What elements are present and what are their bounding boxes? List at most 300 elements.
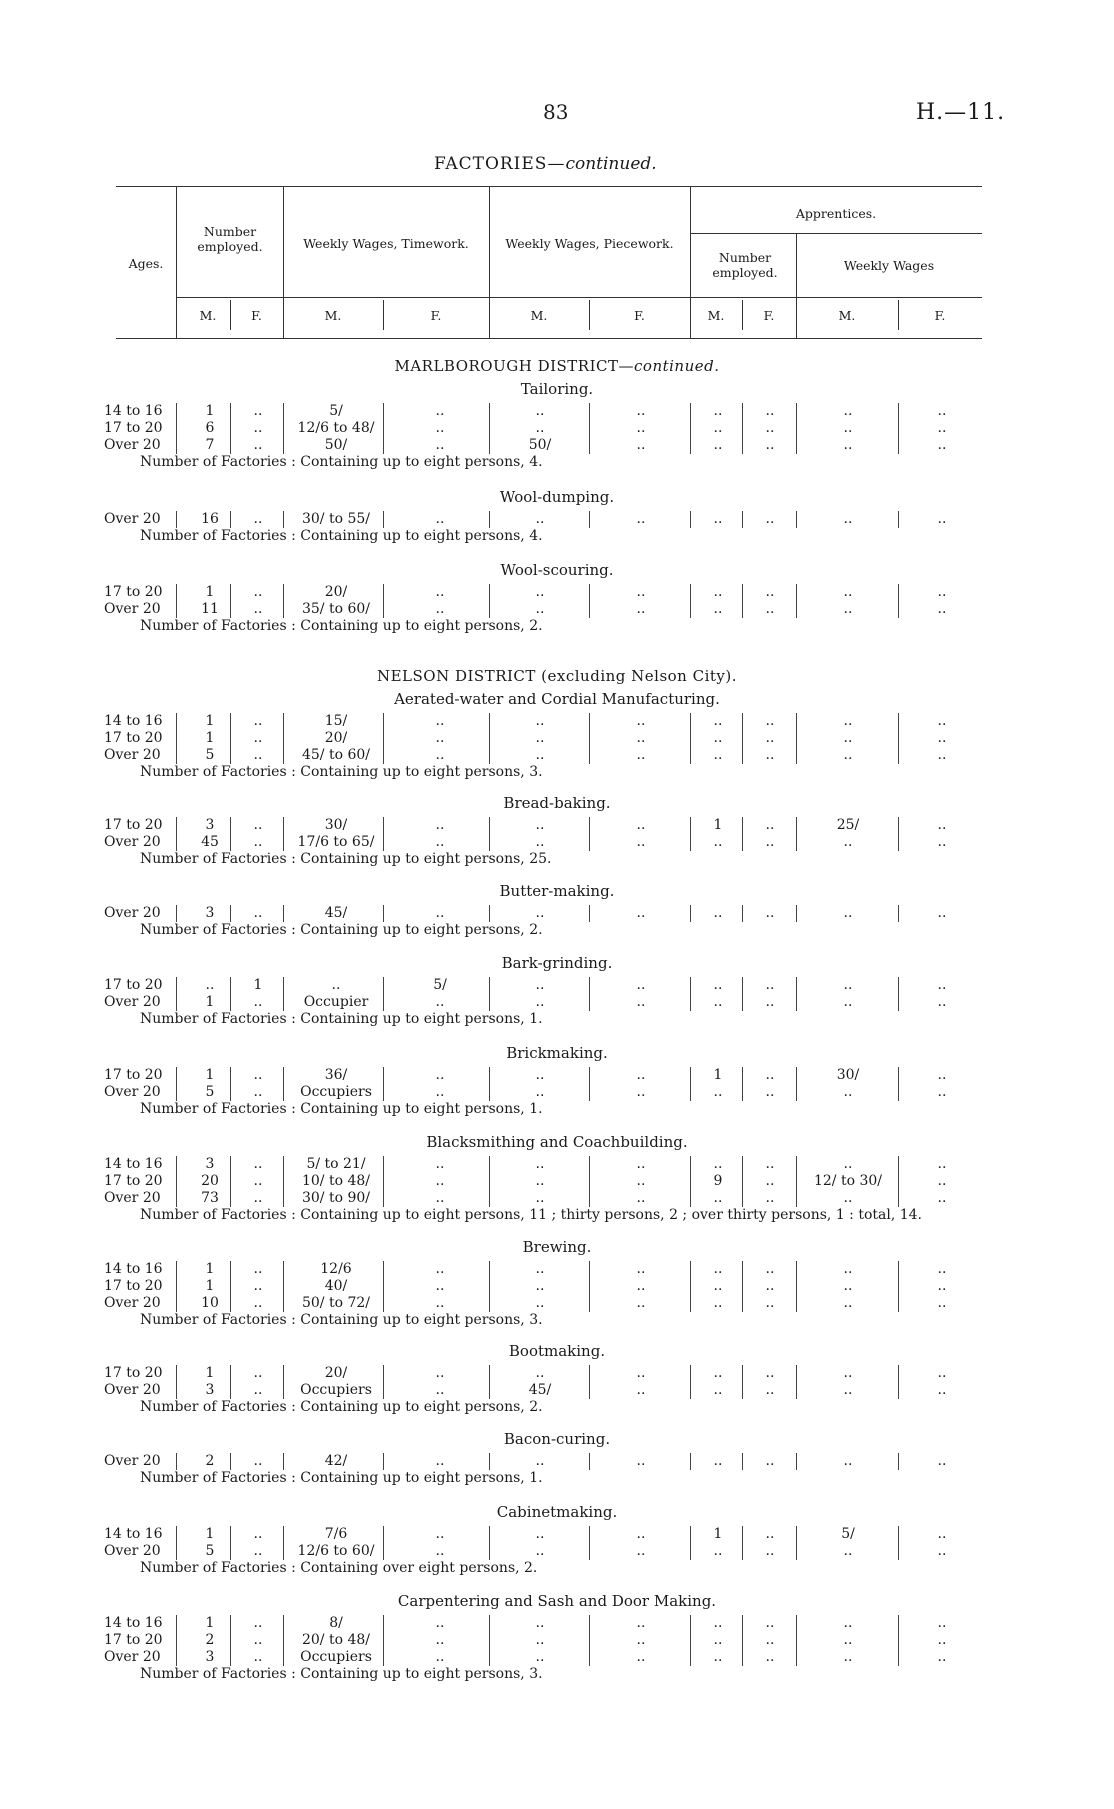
appr-employed-f-cell: ..	[765, 713, 775, 729]
column-divider	[742, 511, 743, 528]
column-divider	[796, 511, 797, 528]
table-row	[0, 1649, 1114, 1666]
employed-m-cell: 10	[201, 1295, 219, 1311]
table-row	[0, 403, 1114, 420]
column-divider	[898, 1632, 899, 1649]
column-divider	[898, 730, 899, 747]
table-row	[0, 1190, 1114, 1207]
column-divider	[898, 1173, 899, 1190]
factory-count-note: Number of Factories : Containing up to eight persons, 4.	[140, 454, 543, 470]
column-divider	[898, 747, 899, 764]
column-divider	[230, 747, 231, 764]
timework-f-cell: ..	[435, 601, 445, 617]
column-divider	[589, 747, 590, 764]
column-divider	[489, 1295, 490, 1312]
appr-wages-f-cell: ..	[937, 1543, 947, 1559]
industry-title: Bread-baking.	[503, 794, 611, 812]
column-divider	[589, 905, 590, 922]
column-divider	[283, 1453, 284, 1470]
age-cell: Over 20	[104, 437, 161, 453]
column-divider	[898, 1365, 899, 1382]
column-divider	[796, 834, 797, 851]
employed-f-cell: ..	[253, 1156, 263, 1172]
column-divider	[589, 511, 590, 528]
header-f: F.	[934, 308, 946, 323]
column-divider	[383, 905, 384, 922]
column-divider	[589, 1190, 590, 1207]
age-cell: 17 to 20	[104, 1365, 163, 1381]
column-divider	[283, 1156, 284, 1173]
appr-employed-f-cell: ..	[765, 977, 775, 993]
appr-wages-m-cell: ..	[843, 1382, 853, 1398]
industry-title: Brewing.	[522, 1238, 592, 1256]
appr-employed-f-cell: ..	[765, 1615, 775, 1631]
industry-title: Blacksmithing and Coachbuilding.	[426, 1133, 688, 1151]
column-divider	[383, 1453, 384, 1470]
column-divider	[283, 1615, 284, 1632]
column-divider	[230, 1382, 231, 1399]
appr-wages-m-cell: ..	[843, 420, 853, 436]
column-divider	[230, 1261, 231, 1278]
piecework-f-cell: ..	[636, 584, 646, 600]
employed-f-cell: ..	[253, 1615, 263, 1631]
appr-employed-m-cell: ..	[713, 994, 723, 1010]
age-cell: Over 20	[104, 601, 161, 617]
appr-employed-f-cell: ..	[765, 1543, 775, 1559]
column-divider	[742, 905, 743, 922]
appr-employed-f-cell: ..	[765, 817, 775, 833]
table-row	[0, 834, 1114, 851]
age-cell: Over 20	[104, 1084, 161, 1100]
column-divider	[796, 437, 797, 454]
employed-f-cell: ..	[253, 1382, 263, 1398]
appr-employed-f-cell: ..	[765, 403, 775, 419]
table-row	[0, 437, 1114, 454]
timework-m-cell: 30/ to 90/	[301, 1190, 371, 1206]
column-divider	[742, 1649, 743, 1666]
column-divider	[690, 1278, 691, 1295]
timework-m-cell: 17/6 to 65/	[297, 834, 375, 850]
appr-employed-f-cell: ..	[765, 1084, 775, 1100]
column-divider	[383, 601, 384, 618]
factory-count-note: Number of Factories : Containing over eight persons, 2.	[140, 1560, 538, 1576]
column-divider	[383, 437, 384, 454]
employed-f-cell: ..	[253, 1278, 263, 1294]
age-cell: Over 20	[104, 905, 161, 921]
column-divider	[283, 713, 284, 730]
age-cell: Over 20	[104, 994, 161, 1010]
piecework-f-cell: ..	[636, 905, 646, 921]
appr-wages-m-cell: ..	[843, 977, 853, 993]
timework-f-cell: 5/	[433, 977, 447, 993]
piecework-f-cell: ..	[636, 1649, 646, 1665]
employed-f-cell: ..	[253, 713, 263, 729]
appr-wages-m-cell: 12/ to 30/	[813, 1173, 883, 1189]
column-divider	[796, 1615, 797, 1632]
column-divider	[589, 1173, 590, 1190]
appr-wages-m-cell: ..	[843, 1190, 853, 1206]
timework-f-cell: ..	[435, 817, 445, 833]
column-divider	[230, 437, 231, 454]
age-cell: 14 to 16	[104, 1526, 163, 1542]
column-divider	[898, 977, 899, 994]
factory-count-note: Number of Factories : Containing up to eight persons, 1.	[140, 1470, 543, 1486]
age-cell: Over 20	[104, 511, 161, 527]
appr-employed-f-cell: ..	[765, 1526, 775, 1542]
column-divider	[690, 1295, 691, 1312]
running-title-main: FACTORIES—	[434, 154, 566, 174]
column-divider	[489, 1278, 490, 1295]
appr-employed-f-cell: ..	[765, 1278, 775, 1294]
timework-m-cell: 10/ to 48/	[301, 1173, 371, 1189]
timework-m-cell: Occupiers	[300, 1382, 372, 1398]
header-bottom-rule	[116, 338, 982, 339]
column-divider	[589, 994, 590, 1011]
appr-employed-m-cell: ..	[713, 584, 723, 600]
column-divider	[796, 1067, 797, 1084]
piecework-f-cell: ..	[636, 1067, 646, 1083]
piecework-f-cell: ..	[636, 1156, 646, 1172]
column-divider	[690, 1382, 691, 1399]
timework-f-cell: ..	[435, 1278, 445, 1294]
column-divider	[383, 1084, 384, 1101]
employed-f-cell: ..	[253, 1543, 263, 1559]
column-divider	[383, 1526, 384, 1543]
column-divider	[796, 601, 797, 618]
employed-m-cell: 1	[205, 1365, 215, 1381]
employed-f-cell: ..	[253, 584, 263, 600]
appr-employed-f-cell: ..	[765, 511, 775, 527]
employed-m-cell: 11	[201, 601, 219, 617]
column-divider	[690, 1190, 691, 1207]
appr-employed-f-cell: ..	[765, 1156, 775, 1172]
column-divider	[690, 747, 691, 764]
district-heading	[0, 357, 1114, 375]
appr-wages-f-cell: ..	[937, 1190, 947, 1206]
employed-f-cell: ..	[253, 601, 263, 617]
timework-f-cell: ..	[435, 1649, 445, 1665]
timework-m-cell: 36/	[324, 1067, 348, 1083]
factory-count-note: Number of Factories : Containing up to eight persons, 3.	[140, 1312, 543, 1328]
column-divider	[589, 1382, 590, 1399]
appr-wages-f-cell: ..	[937, 713, 947, 729]
piecework-f-cell: ..	[636, 994, 646, 1010]
appr-employed-f-cell: ..	[765, 584, 775, 600]
column-divider	[589, 1365, 590, 1382]
column-divider	[383, 1278, 384, 1295]
employed-m-cell: 73	[201, 1190, 219, 1206]
column-divider	[690, 1453, 691, 1470]
column-divider	[283, 1632, 284, 1649]
appr-employed-m-cell: 1	[713, 817, 723, 833]
appr-employed-f-cell: ..	[765, 1067, 775, 1083]
timework-m-cell: 7/6	[324, 1526, 348, 1542]
appr-employed-m-cell: ..	[713, 1382, 723, 1398]
column-divider	[690, 1632, 691, 1649]
timework-f-cell: ..	[435, 994, 445, 1010]
table-row	[0, 511, 1114, 528]
piecework-f-cell: ..	[636, 747, 646, 763]
column-divider	[489, 834, 490, 851]
appr-wages-f-cell: ..	[937, 1173, 947, 1189]
column-divider	[589, 1067, 590, 1084]
employed-f-cell: ..	[253, 1453, 263, 1469]
running-title-continued: continued.	[565, 154, 657, 174]
timework-m-cell: 50/ to 72/	[301, 1295, 371, 1311]
column-divider	[283, 1365, 284, 1382]
piecework-f-cell: ..	[636, 1173, 646, 1189]
column-divider	[283, 834, 284, 851]
appr-employed-m-cell: ..	[713, 730, 723, 746]
column-divider	[898, 1278, 899, 1295]
appr-employed-f-cell: ..	[765, 437, 775, 453]
column-divider	[383, 1156, 384, 1173]
table-row	[0, 1615, 1114, 1632]
column-divider	[283, 1526, 284, 1543]
employed-f-cell: ..	[253, 1365, 263, 1381]
industry-title: Bark-grinding.	[501, 954, 613, 972]
table-row	[0, 994, 1114, 1011]
column-divider	[796, 1543, 797, 1560]
piecework-m-cell: ..	[535, 1632, 545, 1648]
column-divider	[898, 1084, 899, 1101]
timework-f-cell: ..	[435, 747, 445, 763]
column-divider	[230, 1190, 231, 1207]
piecework-f-cell: ..	[636, 1190, 646, 1206]
industry-title: Bootmaking.	[508, 1342, 606, 1360]
appr-wages-m-cell: 5/	[841, 1526, 855, 1542]
employed-m-cell: 1	[205, 1526, 215, 1542]
appr-wages-m-cell: ..	[843, 747, 853, 763]
column-divider	[283, 994, 284, 1011]
appr-employed-f-cell: ..	[765, 1173, 775, 1189]
header-ages: Ages.	[128, 256, 164, 271]
column-divider	[489, 1261, 490, 1278]
column-divider	[589, 713, 590, 730]
industry-title: Aerated-water and Cordial Manufacturing.	[394, 690, 720, 708]
column-divider	[489, 994, 490, 1011]
appr-employed-f-cell: ..	[765, 747, 775, 763]
column-divider	[230, 730, 231, 747]
column-divider	[283, 1382, 284, 1399]
column-divider	[489, 420, 490, 437]
column-divider	[489, 1156, 490, 1173]
appr-wages-f-cell: ..	[937, 1382, 947, 1398]
column-divider	[383, 1261, 384, 1278]
age-cell: 17 to 20	[104, 977, 163, 993]
column-divider	[589, 1295, 590, 1312]
piecework-f-cell: ..	[636, 1453, 646, 1469]
table-row	[0, 1278, 1114, 1295]
column-divider	[489, 437, 490, 454]
column-divider	[690, 1084, 691, 1101]
column-divider	[230, 1173, 231, 1190]
column-divider	[742, 1261, 743, 1278]
appr-employed-m-cell: ..	[713, 1295, 723, 1311]
header-apprentices: Apprentices.	[795, 206, 877, 221]
column-divider	[283, 1084, 284, 1101]
age-cell: 14 to 16	[104, 1615, 163, 1631]
running-title	[434, 154, 657, 174]
employed-f-cell: 1	[253, 977, 263, 993]
employed-f-cell: ..	[253, 730, 263, 746]
employed-m-cell: 16	[201, 511, 219, 527]
column-divider	[589, 1156, 590, 1173]
column-divider	[589, 1084, 590, 1101]
employed-f-cell: ..	[253, 1295, 263, 1311]
column-divider	[742, 601, 743, 618]
column-divider	[383, 1365, 384, 1382]
column-divider	[489, 1649, 490, 1666]
column-divider	[489, 1526, 490, 1543]
column-divider	[690, 601, 691, 618]
column-divider	[898, 601, 899, 618]
factory-count-note: Number of Factories : Containing up to eight persons, 2.	[140, 618, 543, 634]
appr-wages-m-cell: 25/	[836, 817, 860, 833]
employed-m-cell: 1	[205, 403, 215, 419]
appr-employed-m-cell: ..	[713, 1261, 723, 1277]
factory-count-note: Number of Factories : Containing up to eight persons, 2.	[140, 1399, 543, 1415]
piecework-f-cell: ..	[636, 817, 646, 833]
column-divider	[589, 437, 590, 454]
appr-wages-f-cell: ..	[937, 1067, 947, 1083]
column-divider	[283, 905, 284, 922]
column-divider	[796, 994, 797, 1011]
timework-m-cell: 45/ to 60/	[301, 747, 371, 763]
piecework-m-cell: ..	[535, 1295, 545, 1311]
column-divider	[690, 1067, 691, 1084]
timework-f-cell: ..	[435, 420, 445, 436]
column-divider	[230, 403, 231, 420]
column-divider	[742, 1526, 743, 1543]
column-divider	[230, 1084, 231, 1101]
column-divider	[742, 1067, 743, 1084]
column-divider	[898, 420, 899, 437]
apprentices-rule	[690, 233, 982, 234]
timework-f-cell: ..	[435, 1067, 445, 1083]
factory-count-note: Number of Factories : Containing up to eight persons, 2.	[140, 922, 543, 938]
appr-wages-m-cell: ..	[843, 994, 853, 1010]
column-divider	[489, 747, 490, 764]
column-divider	[589, 1261, 590, 1278]
column-divider	[489, 730, 490, 747]
employed-m-cell: 7	[205, 437, 215, 453]
column-divider	[742, 1632, 743, 1649]
appr-wages-m-cell: ..	[843, 511, 853, 527]
column-divider	[283, 1278, 284, 1295]
column-divider	[742, 1382, 743, 1399]
table-row	[0, 905, 1114, 922]
industry-title: Butter-making.	[499, 882, 615, 900]
timework-m-cell: 40/	[324, 1278, 348, 1294]
column-divider	[898, 905, 899, 922]
employed-m-cell: 2	[205, 1632, 215, 1648]
appr-wages-m-cell: 30/	[836, 1067, 860, 1083]
column-divider	[489, 1632, 490, 1649]
timework-m-cell: Occupiers	[300, 1084, 372, 1100]
employed-m-cell: 3	[205, 1382, 215, 1398]
column-divider	[690, 420, 691, 437]
age-cell: Over 20	[104, 1190, 161, 1206]
timework-f-cell: ..	[435, 1173, 445, 1189]
column-divider	[230, 1453, 231, 1470]
appr-employed-f-cell: ..	[765, 1453, 775, 1469]
table-row	[0, 1453, 1114, 1470]
table-row	[0, 1543, 1114, 1560]
piecework-f-cell: ..	[636, 1295, 646, 1311]
age-cell: 17 to 20	[104, 420, 163, 436]
appr-wages-f-cell: ..	[937, 730, 947, 746]
column-divider	[898, 1156, 899, 1173]
piecework-f-cell: ..	[636, 713, 646, 729]
appr-wages-m-cell: ..	[843, 1084, 853, 1100]
column-divider	[796, 1382, 797, 1399]
timework-m-cell: 8/	[329, 1615, 343, 1631]
column-divider	[383, 1615, 384, 1632]
column-divider	[898, 1067, 899, 1084]
timework-f-cell: ..	[435, 1261, 445, 1277]
column-divider	[283, 1261, 284, 1278]
column-divider	[690, 1173, 691, 1190]
column-divider	[283, 1649, 284, 1666]
employed-m-cell: 1	[205, 730, 215, 746]
industry-title: Wool-dumping.	[499, 488, 615, 506]
age-cell: 17 to 20	[104, 1067, 163, 1083]
column-divider	[742, 994, 743, 1011]
column-divider	[898, 1190, 899, 1207]
appr-employed-m-cell: ..	[713, 1084, 723, 1100]
column-divider	[589, 817, 590, 834]
column-divider	[898, 437, 899, 454]
timework-f-cell: ..	[435, 905, 445, 921]
column-divider	[796, 747, 797, 764]
piecework-m-cell: 50/	[528, 437, 552, 453]
appr-wages-f-cell: ..	[937, 584, 947, 600]
column-divider	[230, 1615, 231, 1632]
table-row	[0, 1156, 1114, 1173]
piecework-f-cell: ..	[636, 730, 646, 746]
appr-employed-m-cell: ..	[713, 1649, 723, 1665]
piecework-m-cell: ..	[535, 1084, 545, 1100]
appr-employed-m-cell: ..	[713, 1615, 723, 1631]
piecework-f-cell: ..	[636, 1084, 646, 1100]
age-cell: Over 20	[104, 1295, 161, 1311]
appr-employed-m-cell: 9	[713, 1173, 723, 1189]
column-divider	[589, 834, 590, 851]
appr-employed-m-cell: ..	[713, 1278, 723, 1294]
column-divider	[489, 905, 490, 922]
header-number-employed: Number employed.	[197, 224, 263, 254]
appr-employed-m-cell: 1	[713, 1526, 723, 1542]
employed-f-cell: ..	[253, 1190, 263, 1206]
employed-f-cell: ..	[253, 1173, 263, 1189]
column-divider	[690, 994, 691, 1011]
appr-wages-f-cell: ..	[937, 905, 947, 921]
district-name: MARLBOROUGH DISTRICT—	[394, 357, 635, 375]
column-divider	[742, 437, 743, 454]
page-number: 83	[543, 100, 569, 124]
age-cell: Over 20	[104, 1453, 161, 1469]
employed-m-cell: 3	[205, 817, 215, 833]
appr-wages-f-cell: ..	[937, 1365, 947, 1381]
age-cell: Over 20	[104, 834, 161, 850]
column-divider	[742, 1278, 743, 1295]
table-row	[0, 1173, 1114, 1190]
appr-employed-m-cell: ..	[713, 1156, 723, 1172]
piecework-f-cell: ..	[636, 1543, 646, 1559]
column-divider	[489, 403, 490, 420]
header-f: F.	[251, 308, 262, 323]
